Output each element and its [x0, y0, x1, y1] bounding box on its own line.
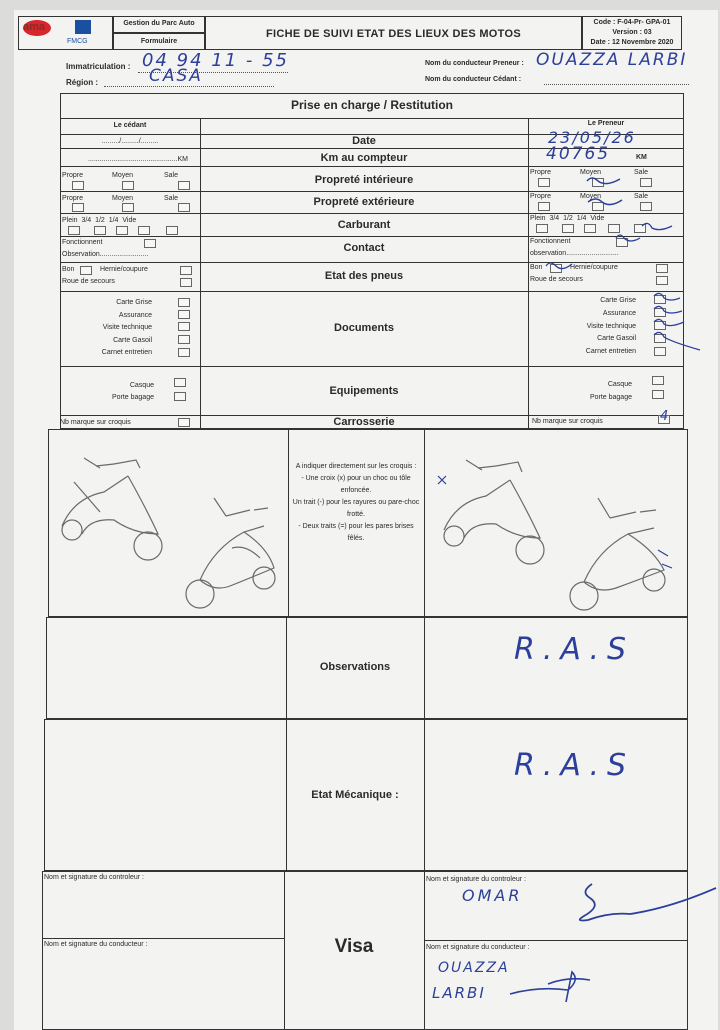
preneur-docs-list	[530, 295, 636, 359]
doc-code-box	[582, 16, 682, 50]
sig-divider	[42, 938, 284, 939]
instruction-2: - Une croix (x) pour un choc ou tôle enfoncée.	[301, 475, 411, 494]
preneur-equip-casque: Casque	[607, 381, 632, 388]
conducteur-signature	[508, 964, 598, 1008]
instruction-1: A indiquer directement sur les croquis :	[295, 463, 417, 470]
table-divider	[60, 118, 684, 119]
cedant-doc-checkbox[interactable]	[178, 322, 190, 331]
cedant-head: Le cédant	[113, 122, 147, 129]
doc-version: Version : 03	[612, 29, 652, 36]
doc-type-label: Formulaire	[113, 33, 205, 50]
cedant-pneu-bon-checkbox[interactable]	[80, 266, 92, 275]
cedant-int-sale: Sale	[164, 172, 179, 179]
check-mark-icon	[586, 196, 626, 212]
cedant-label: Nom du conducteur Cédant :	[425, 76, 522, 83]
logo-text: ama	[23, 21, 46, 33]
cedant-equip-list	[60, 380, 154, 404]
cedant-fuel-1-4-checkbox[interactable]	[138, 226, 150, 235]
scooter-sketch-right-icon	[432, 438, 682, 613]
row-carburant: Carburant	[337, 219, 391, 231]
cedant-int-propre-checkbox[interactable]	[72, 181, 84, 190]
preneur-equip-checkbox[interactable]	[652, 390, 664, 399]
cedant-roue: Roue de secours	[62, 278, 115, 285]
preneur-ext-sale-checkbox[interactable]	[640, 202, 652, 211]
cedant-doc-carnet: Carnet entretien	[101, 349, 152, 356]
row-documents: Documents	[334, 322, 394, 334]
row-line	[60, 366, 684, 367]
row-pneus: Etat des pneus	[324, 270, 404, 282]
cedant-doc-visite: Visite technique	[102, 324, 152, 331]
cedant-observation: Observation.........................	[62, 251, 149, 258]
preneur-doc-assurance: Assurance	[602, 309, 636, 317]
row-line	[60, 262, 684, 263]
preneur-pneu-bon: Bon	[530, 264, 543, 271]
cedant-doc-checkbox[interactable]	[178, 298, 190, 307]
cedant-fuel-plein: Plein	[62, 217, 78, 224]
cedant-contact-checkbox[interactable]	[144, 239, 156, 248]
cedant-equip-checkbox[interactable]	[174, 378, 186, 387]
preneur-label: Nom du conducteur Preneur :	[425, 60, 524, 67]
preneur-km-unit: KM	[636, 154, 647, 161]
preneur-observation: observation...........................	[530, 250, 619, 257]
preneur-km-value: 40765	[546, 144, 611, 164]
cedant-fuel-1-2: 1/2	[95, 217, 105, 224]
cedant-equip-casque: Casque	[129, 382, 154, 389]
cedant-doc-checkbox[interactable]	[178, 310, 190, 319]
preneur-roue-checkbox[interactable]	[656, 276, 668, 285]
cedant-ext-propre-checkbox[interactable]	[72, 203, 84, 212]
preneur-fuel-1-2-checkbox[interactable]	[584, 224, 596, 233]
cedant-fuel-vide-checkbox[interactable]	[166, 226, 178, 235]
cedant-ext-moyen: Moyen	[112, 195, 134, 202]
preneur-fonctionnent: Fonctionnent	[530, 238, 571, 245]
cedant-roue-checkbox[interactable]	[180, 278, 192, 287]
cedant-pneu-bon: Bon	[62, 266, 75, 273]
preneur-doc-carnet: Carnet entretien	[585, 348, 636, 356]
doc-date: Date : 12 Novembre 2020	[590, 39, 674, 46]
preneur-ext-sale: Sale	[634, 193, 649, 200]
instruction-3: Un trait (-) pour les rayures ou pare-choc frotté.	[292, 499, 420, 518]
immat-value: 04 94 11 - 55	[142, 50, 289, 71]
cedant-docs-list	[60, 297, 152, 360]
preneur-value: OUAZZA LARBI	[536, 50, 688, 70]
observations-label: Observations	[319, 661, 391, 673]
check-marks-icon	[650, 292, 710, 358]
right-controleur-label: Nom et signature du controleur :	[426, 876, 526, 883]
preneur-int-propre-checkbox[interactable]	[538, 178, 550, 187]
mecanique-label: Etat Mécanique :	[311, 789, 399, 801]
left-controleur-label: Nom et signature du controleur :	[44, 874, 144, 881]
doc-code: Code : F-04-Pr- GPA-01	[593, 19, 671, 26]
logo-flag	[75, 20, 91, 34]
cedant-nb-marque: Nb marque sur croquis	[60, 419, 131, 426]
section-title: Prise en charge / Restitution	[290, 98, 454, 112]
cedant-fuel-plein-checkbox[interactable]	[68, 226, 80, 235]
row-equipements: Equipements	[329, 385, 399, 397]
row-line	[60, 213, 684, 214]
preneur-doc-visite: Visite technique	[586, 322, 636, 330]
preneur-fuel-3-4: 3/4	[549, 215, 560, 222]
cedant-ext-moyen-checkbox[interactable]	[122, 203, 134, 212]
cedant-km-blank: ..............................................KM	[88, 156, 188, 163]
preneur-head: Le Preneur	[587, 120, 625, 127]
cedant-ext-propre: Propre	[62, 195, 84, 202]
logo-sub: FMCG	[67, 38, 88, 45]
cedant-nb-marque-box[interactable]	[178, 418, 190, 427]
cedant-doc-carte-grise: Carte Grise	[116, 299, 152, 306]
logo-box	[18, 16, 113, 50]
preneur-roue: Roue de secours	[530, 276, 583, 283]
region-label: Région :	[66, 78, 98, 87]
cedant-ext-sale-checkbox[interactable]	[178, 203, 190, 212]
cedant-pneu-hernie: Hernie/coupure	[100, 266, 148, 273]
preneur-doc-carte-grise: Carte Grise	[600, 297, 636, 304]
preneur-int-sale: Sale	[634, 169, 649, 176]
sketch-instructions	[292, 461, 420, 545]
check-mark-icon	[544, 260, 574, 274]
conducteur-name-1: OUAZZA	[438, 960, 510, 976]
meca-divider	[424, 719, 425, 871]
preneur-fuel-plein: Plein	[530, 215, 546, 222]
row-km: Km au compteur	[320, 152, 408, 164]
immat-label: Immatriculation :	[66, 62, 131, 71]
dept-label: Gestion du Parc Auto	[113, 16, 205, 33]
preneur-nb-marque: Nb marque sur croquis	[532, 418, 603, 425]
preneur-fuel-1-2: 1/2	[563, 215, 573, 222]
preneur-ext-propre: Propre	[530, 193, 552, 200]
visa-label: Visa	[334, 936, 374, 957]
cedant-int-moyen: Moyen	[112, 172, 134, 179]
preneur-equip-checkbox[interactable]	[652, 376, 664, 385]
preneur-pneu-hernie: Hernie/coupure	[570, 264, 618, 271]
controleur-name: OMAR	[462, 886, 523, 905]
cedant-fuel-1-4: 1/4	[108, 217, 119, 224]
scooter-sketch-left-icon	[54, 438, 282, 613]
preneur-date-value: 23/05/26	[548, 128, 636, 147]
conducteur-name-2: LARBI	[432, 984, 486, 1002]
cedant-doc-assurance: Assurance	[118, 311, 152, 319]
row-line	[60, 166, 684, 167]
preneur-ext-propre-checkbox[interactable]	[538, 202, 550, 211]
cedant-fonctionnent: Fonctionnent	[62, 239, 103, 246]
row-prop-int: Propreté intérieure	[314, 174, 414, 186]
row-contact: Contact	[343, 242, 385, 254]
row-prop-ext: Propreté extérieure	[313, 196, 415, 208]
form-title: FICHE DE SUIVI ETAT DES LIEUX DES MOTOS	[205, 16, 582, 50]
cedant-int-propre: Propre	[62, 172, 84, 179]
preneur-nb-marque-value: 4	[660, 409, 671, 424]
cedant-int-sale-checkbox[interactable]	[178, 181, 190, 190]
preneur-equip-porte-bagage: Porte bagage	[589, 394, 632, 401]
cedant-date-blank: ........./........./.........	[101, 138, 159, 145]
cedant-equip-porte-bagage: Porte bagage	[111, 394, 154, 401]
cedant-fuel-3-4: 3/4	[81, 217, 92, 224]
mecanique-value: R.A.S	[514, 748, 635, 783]
preneur-int-sale-checkbox[interactable]	[640, 178, 652, 187]
sketch-divider	[424, 429, 425, 617]
preneur-int-propre: Propre	[530, 169, 552, 176]
cedant-doc-checkbox[interactable]	[178, 348, 190, 357]
row-date: Date	[352, 135, 376, 147]
preneur-fuel-vide: Vide	[590, 215, 605, 222]
cedant-fuel-vide: Vide	[122, 217, 137, 224]
right-conducteur-label: Nom et signature du conducteur :	[426, 944, 530, 951]
preneur-doc-gasoil: Carte Gasoil	[597, 335, 636, 343]
cedant-line	[544, 84, 689, 85]
cedant-ext-sale: Sale	[164, 195, 179, 202]
cedant-int-moyen-checkbox[interactable]	[122, 181, 134, 190]
preneur-int-moyen: Moyen	[580, 169, 602, 176]
region-value: CASA	[149, 66, 203, 86]
preneur-pneu-hernie-checkbox[interactable]	[656, 264, 668, 273]
row-line	[60, 291, 684, 292]
preneur-fuel-1-4: 1/4	[576, 215, 587, 222]
cedant-doc-gasoil: Carte Gasoil	[113, 336, 152, 344]
cedant-pneu-hernie-checkbox[interactable]	[180, 266, 192, 275]
cedant-fuel-1-2-checkbox[interactable]	[116, 226, 128, 235]
controleur-signature	[570, 878, 718, 928]
sketch-divider	[288, 429, 289, 617]
preneur-ext-moyen: Moyen	[580, 193, 602, 200]
cedant-fuel-3-4-checkbox[interactable]	[94, 226, 106, 235]
form-sheet	[14, 10, 718, 1030]
preneur-fuel-plein-checkbox[interactable]	[536, 224, 548, 233]
left-conducteur-label: Nom et signature du conducteur :	[44, 941, 148, 948]
check-mark-icon	[614, 232, 644, 248]
region-line	[104, 86, 274, 87]
check-mark-icon	[640, 218, 674, 234]
sig-divider	[424, 871, 425, 1030]
check-mark-icon	[584, 173, 624, 193]
preneur-fuel-3-4-checkbox[interactable]	[562, 224, 574, 233]
preneur-equip-list	[530, 378, 632, 404]
row-carrosserie: Carrosserie	[333, 416, 395, 428]
cedant-equip-checkbox[interactable]	[174, 392, 186, 401]
col-line-right	[528, 118, 529, 429]
row-line	[60, 236, 684, 237]
sig-divider	[424, 940, 688, 941]
cedant-doc-checkbox[interactable]	[178, 335, 190, 344]
instruction-4: - Deux traits (=) pour les pares brises fêlés.	[298, 523, 414, 542]
obs-divider	[424, 617, 425, 719]
observations-value: R.A.S	[514, 632, 635, 667]
